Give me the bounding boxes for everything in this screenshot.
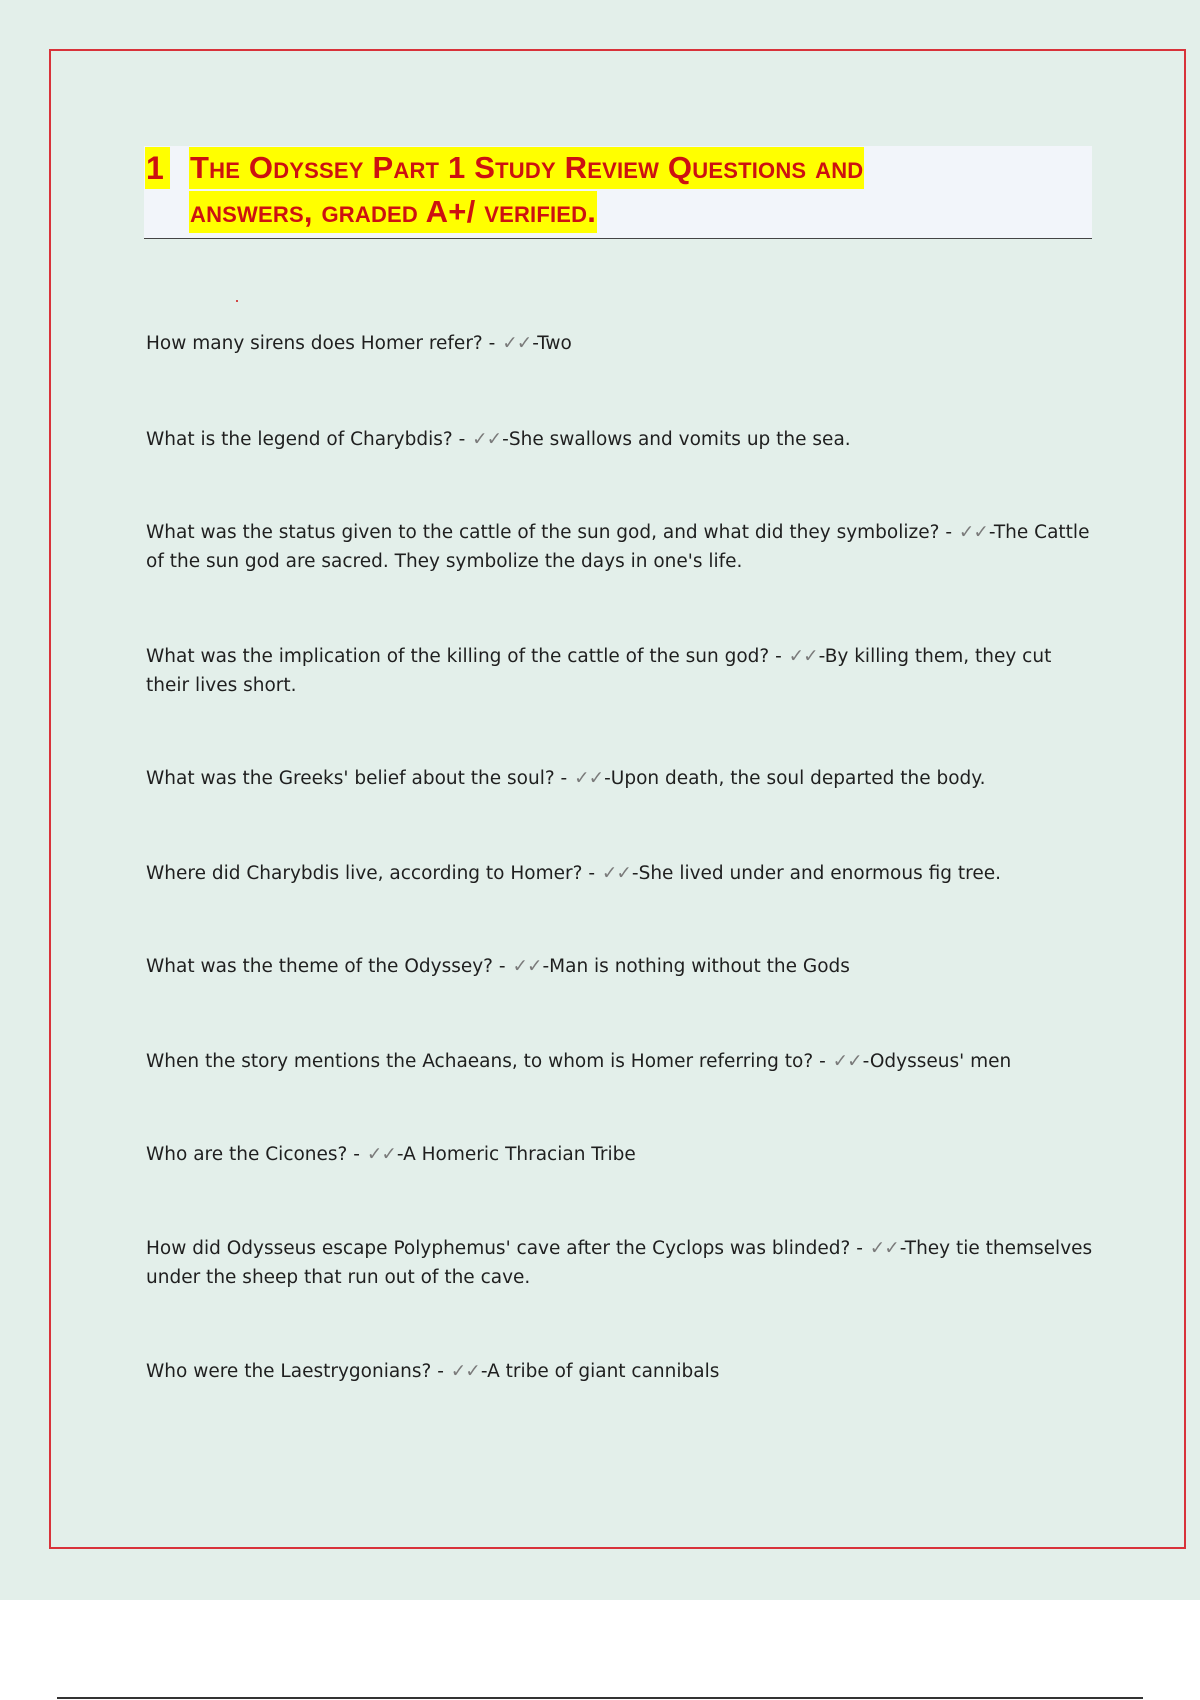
question-text: When the story mentions the Achaeans, to whom is Homer referring to?: [146, 1051, 814, 1072]
question-text: How did Odysseus escape Polyphemus' cave after the Cyclops was blinded?: [146, 1238, 851, 1259]
double-check-icon: ✓✓: [601, 863, 631, 884]
double-check-icon: ✓✓: [958, 522, 988, 543]
question-text: What was the theme of the Odyssey?: [146, 956, 493, 977]
separator: -: [482, 333, 502, 354]
qa-item: Where did Charybdis live, according to Homer? - ✓✓-She lived under and enormous fig tree.: [146, 863, 1001, 884]
stray-mark: [236, 300, 238, 302]
answer-text: Upon death, the soul departed the body.: [610, 768, 986, 789]
separator: -: [431, 1361, 450, 1382]
question-text: Who were the Laestrygonians?: [146, 1361, 432, 1382]
answer-text: Odysseus' men: [869, 1051, 1012, 1072]
separator: -: [939, 522, 958, 543]
separator: -: [554, 768, 574, 789]
heading-title-line-2: answers, graded A+/ verified.: [189, 191, 597, 233]
question-text: What was the implication of the killing of the cattle of the sun god?: [146, 646, 770, 667]
question-text: Who are the Cicones?: [146, 1144, 348, 1165]
answer-text: The Cattle of the sun god are sacred. They symbolize the days in one's life.: [146, 522, 1090, 572]
answer-text: She swallows and vomits up the sea.: [508, 429, 851, 450]
answer-text: A tribe of giant cannibals: [487, 1361, 720, 1382]
separator: -: [493, 956, 512, 977]
double-check-icon: ✓✓: [502, 333, 532, 354]
double-check-icon: ✓✓: [574, 768, 604, 789]
answer-text: A Homeric Thracian Tribe: [403, 1144, 636, 1165]
double-check-icon: ✓✓: [450, 1361, 480, 1382]
question-text: What is the legend of Charybdis?: [146, 429, 453, 450]
heading-number: 1: [145, 147, 170, 189]
double-check-icon: ✓✓: [869, 1238, 899, 1259]
answer-text: She lived under and enormous fig tree.: [638, 863, 1001, 884]
double-check-icon: ✓✓: [472, 429, 502, 450]
separator: -: [582, 863, 601, 884]
qa-item: Who are the Cicones? - ✓✓-A Homeric Thracian Tribe: [146, 1144, 636, 1165]
answer-text: Man is nothing without the Gods: [549, 956, 850, 977]
double-check-icon: ✓✓: [366, 1144, 396, 1165]
double-check-icon: ✓✓: [512, 956, 542, 977]
qa-item: What was the status given to the cattle of the sun god, and what did they symbolize? - ✓✓-The Cattle of the sun god are sacred. They symbolize the days in one's life.: [146, 522, 1090, 572]
question-text: What was the Greeks' belief about the soul?: [146, 768, 555, 789]
qa-item: What was the implication of the killing of the cattle of the sun god? - ✓✓-By killing them, they cut their lives short.: [146, 646, 1052, 696]
qa-item: How did Odysseus escape Polyphemus' cave after the Cyclops was blinded? - ✓✓-They tie themselves under the sheep that run out of the cave.: [146, 1238, 1093, 1288]
separator: -: [769, 646, 788, 667]
question-text: How many sirens does Homer refer?: [146, 333, 483, 354]
double-check-icon: ✓✓: [788, 646, 818, 667]
qa-item: When the story mentions the Achaeans, to whom is Homer referring to? - ✓✓-Odysseus' men: [146, 1051, 1012, 1072]
separator: -: [452, 429, 472, 450]
answer-text: They tie themselves under the sheep that run out of the cave.: [146, 1238, 1093, 1288]
footer-divider: [57, 1697, 1143, 1699]
question-text: What was the status given to the cattle of the sun god, and what did they symbolize?: [146, 522, 940, 543]
separator: -: [813, 1051, 832, 1072]
page-frame: [49, 49, 1186, 1549]
separator: -: [347, 1144, 366, 1165]
heading-title-line-1: The Odyssey Part 1 Study Review Questions and: [189, 147, 864, 189]
qa-item: What is the legend of Charybdis? - ✓✓-She swallows and vomits up the sea.: [146, 429, 851, 450]
double-check-icon: ✓✓: [832, 1051, 862, 1072]
qa-item: What was the Greeks' belief about the soul? - ✓✓-Upon death, the soul departed the body.: [146, 768, 986, 789]
answer-text: Two: [537, 333, 572, 354]
separator: -: [850, 1238, 869, 1259]
qa-item: What was the theme of the Odyssey? - ✓✓-Man is nothing without the Gods: [146, 956, 850, 977]
qa-item: Who were the Laestrygonians? - ✓✓-A tribe of giant cannibals: [146, 1361, 720, 1382]
answer-text: By killing them, they cut their lives short.: [146, 646, 1052, 696]
question-text: Where did Charybdis live, according to Homer?: [146, 863, 583, 884]
qa-item: How many sirens does Homer refer? - ✓✓-Two: [146, 333, 572, 354]
